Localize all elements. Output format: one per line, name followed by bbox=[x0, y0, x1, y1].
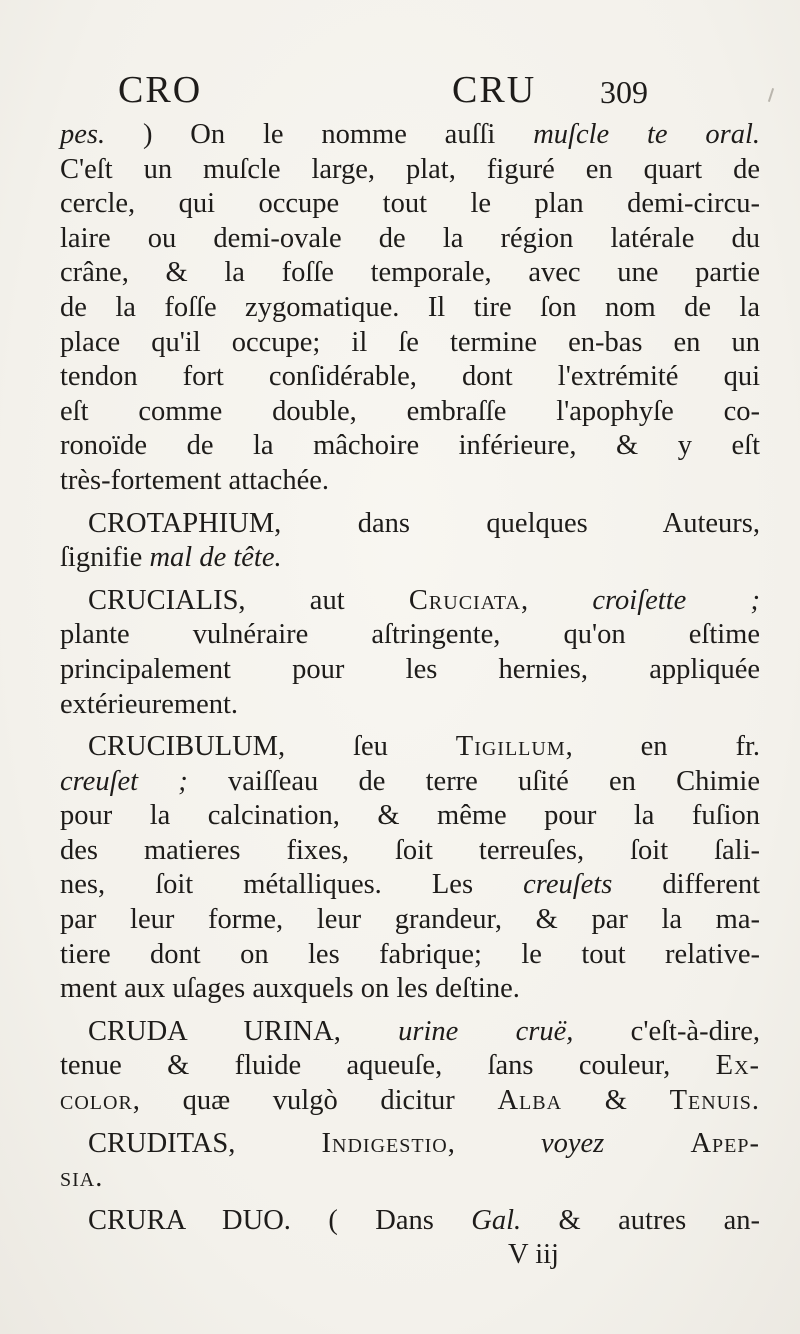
text-span: & bbox=[604, 1085, 627, 1117]
entry-gap bbox=[60, 576, 760, 584]
text-line: place qu'il occupe; il ſe termine en-bas en un bbox=[60, 326, 760, 358]
entry-gap bbox=[60, 1196, 760, 1204]
text-span: CRUDITAS, bbox=[88, 1127, 236, 1159]
text-line: par leur forme, leur grandeur, & par la ma- bbox=[60, 904, 760, 936]
text-span: croiſette ; bbox=[592, 584, 761, 616]
text-line: des matieres fixes, ſoit terreuſes, ſoit ſali- bbox=[60, 834, 760, 866]
text-span: , bbox=[447, 1127, 455, 1159]
text-span: Ex- bbox=[715, 1050, 760, 1082]
text-line: C'eſt un muſcle large, plat, figuré en quart de bbox=[60, 153, 760, 185]
entry-gap bbox=[60, 1119, 760, 1127]
text-span: vaiſſeau de terre uſité en Chimie bbox=[228, 765, 760, 797]
text-line bbox=[60, 868, 760, 903]
text-span: CRURA DUO. ( Dans bbox=[88, 1204, 434, 1236]
text-span: Cruciata bbox=[408, 584, 521, 616]
text-span: urine cruë, bbox=[398, 1015, 574, 1047]
text-span: ſignifie bbox=[60, 542, 143, 574]
header-left-word: CRO bbox=[118, 69, 203, 111]
text-line: sia. bbox=[60, 1162, 104, 1194]
text-span: color bbox=[60, 1085, 133, 1117]
text-line: de la foſſe zygomatique. Il tire ſon nom de la bbox=[60, 291, 760, 323]
page-number: 309 bbox=[600, 74, 648, 110]
text-span: creuſet ; bbox=[60, 765, 188, 797]
text-span: CRUCIBULUM, ſeu bbox=[88, 731, 388, 763]
text-span: , bbox=[520, 584, 529, 616]
text-line: eſt comme double, embraſſe l'apophyſe co- bbox=[60, 395, 760, 427]
signature-mark: V iij bbox=[508, 1239, 559, 1271]
text-span: CRUDA URINA, bbox=[88, 1015, 341, 1047]
text-span: c'eſt-à-dire, bbox=[630, 1015, 761, 1047]
text-span: muſcle te oral. bbox=[533, 119, 761, 150]
text-line: crâne, & la foſſe temporale, avec une partie bbox=[60, 257, 760, 289]
text-line: plante vulnéraire aſtringente, qu'on eſtime bbox=[60, 619, 760, 651]
text-span: , en fr. bbox=[565, 731, 760, 763]
text-line bbox=[60, 541, 760, 576]
entry-heading-cruda-urina bbox=[60, 1015, 760, 1050]
text-span: Tigillum bbox=[455, 731, 566, 763]
entry-heading-crucialis bbox=[60, 584, 760, 619]
body-text bbox=[60, 118, 760, 1273]
running-header bbox=[0, 68, 800, 118]
text-line: pour la calcination, & même pour la fuſion bbox=[60, 800, 760, 832]
text-span: creuſets bbox=[523, 869, 613, 901]
text-span: Alba bbox=[497, 1085, 563, 1117]
entry-heading-crura-duo bbox=[60, 1204, 760, 1239]
text-line bbox=[60, 1049, 760, 1084]
text-line: tendon fort conſidérable, dont l'extrémité qui bbox=[60, 361, 760, 393]
text-span: tenue & fluide aqueuſe, ſans couleur, bbox=[60, 1050, 671, 1082]
text-line: tiere dont on les fabrique; le tout relative- bbox=[60, 938, 760, 970]
text-span: nes, ſoit métalliques. Les bbox=[60, 869, 474, 901]
text-line: ment aux uſages auxquels on les deſtine. bbox=[60, 973, 520, 1005]
text-line: principalement pour les hernies, appliquée bbox=[60, 653, 760, 685]
text-span: mal de tête. bbox=[149, 542, 282, 574]
text-span: , quæ vulgò dicitur bbox=[132, 1085, 455, 1117]
header-right-word: CRU bbox=[452, 69, 537, 111]
text-line bbox=[60, 765, 760, 800]
entry-gap bbox=[60, 499, 760, 507]
entry-gap bbox=[60, 1007, 760, 1015]
text-line: très-fortement attachée. bbox=[60, 464, 330, 496]
text-line: ronoïde de la mâchoire inférieure, & y eſt bbox=[60, 430, 760, 462]
text-span: Apep- bbox=[690, 1127, 760, 1159]
text-span: Indigestio bbox=[321, 1127, 448, 1159]
text-line bbox=[60, 1084, 760, 1119]
text-span: pes. bbox=[60, 119, 106, 150]
text-span: voyez bbox=[540, 1127, 605, 1159]
text-span: & autres an- bbox=[558, 1204, 760, 1236]
text-span: Gal. bbox=[471, 1204, 522, 1236]
entry-heading-crucibulum bbox=[60, 730, 760, 765]
text-line: laire ou demi-ovale de la région latérale du bbox=[60, 222, 760, 254]
text-line: cercle, qui occupe tout le plan demi-circu- bbox=[60, 188, 760, 220]
text-line bbox=[60, 118, 760, 153]
entry-gap bbox=[60, 722, 760, 730]
entry-heading-crotaphium: CROTAPHIUM, dans quelques Auteurs, bbox=[88, 507, 760, 539]
text-span: CRUCIALIS, aut bbox=[88, 584, 345, 616]
text-span: ) On le nomme auſſi bbox=[142, 119, 496, 150]
text-span: Tenuis. bbox=[669, 1085, 761, 1117]
text-span: different bbox=[662, 869, 761, 901]
entry-heading-cruditas bbox=[60, 1127, 760, 1162]
text-line: extérieurement. bbox=[60, 688, 239, 720]
